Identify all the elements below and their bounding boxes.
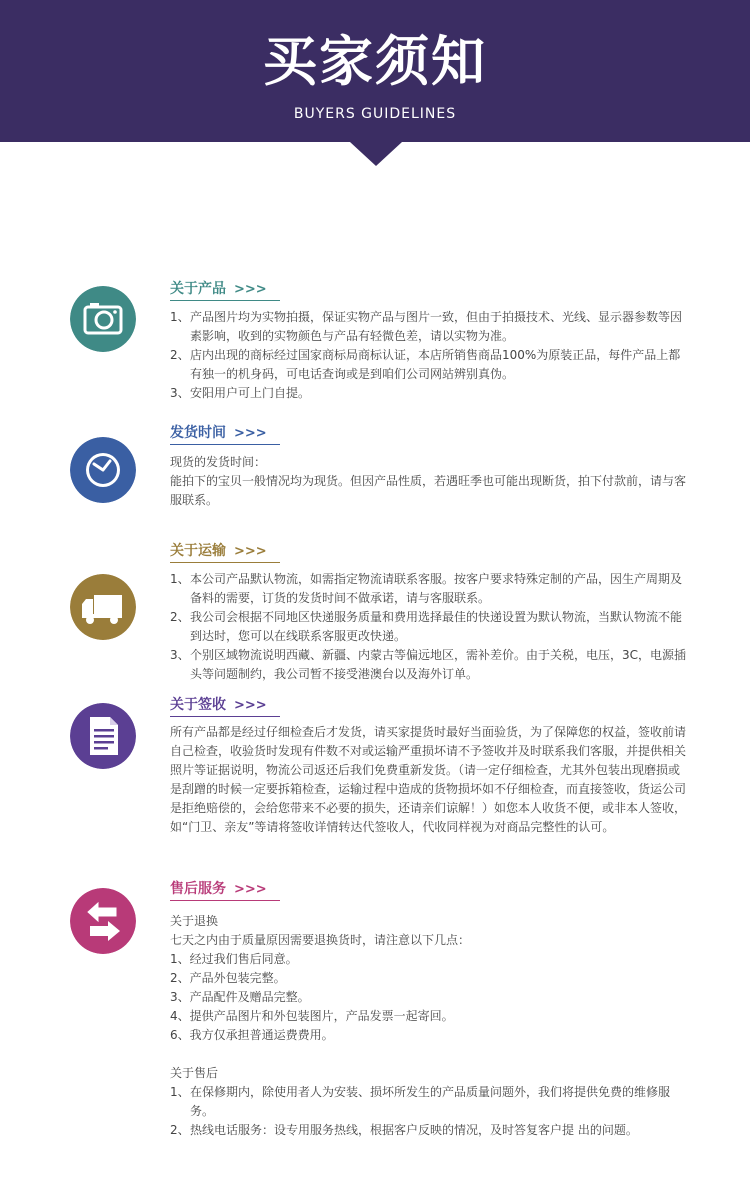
- list-item: [170, 1026, 690, 1045]
- heading-arrows: >>>: [234, 882, 267, 897]
- heading-text: 售后服务: [170, 881, 226, 897]
- heading-text: 关于签收: [170, 697, 226, 713]
- item-number: 2、: [170, 1123, 190, 1137]
- list-item: [170, 969, 690, 988]
- heading-divider: [170, 444, 280, 445]
- heading-divider: [170, 716, 280, 717]
- item-number: 2、: [170, 348, 190, 362]
- subheading-after-sales: 关于售后: [170, 1066, 219, 1080]
- item-text: 热线电话服务：设专用服务热线，根据客户反映的情况，及时答复客户提 出的问题。: [190, 1123, 638, 1137]
- spacer: [170, 1045, 690, 1064]
- list-item: [170, 384, 690, 403]
- heading-divider: [170, 900, 280, 901]
- item-text: 安阳用户可上门自提。: [190, 386, 311, 400]
- header-banner: [0, 0, 750, 142]
- heading-text: 发货时间: [170, 425, 226, 441]
- heading-arrows: >>>: [234, 698, 267, 713]
- item-number: 1、: [170, 572, 190, 586]
- item-text: 在保修期内，除使用者人为安装、损坏所发生的产品质量问题外，我们将提供免费的维修服务。: [190, 1085, 671, 1118]
- heading-text: 关于产品: [170, 281, 226, 297]
- list-item: [170, 608, 690, 646]
- clock-icon: [70, 437, 136, 503]
- section-body: [170, 912, 690, 1140]
- item-number: 6、: [170, 1028, 190, 1042]
- exchange-arrows-icon: [70, 888, 136, 954]
- item-text: 我方仅承担普通运费费用。: [189, 1028, 334, 1042]
- paragraph: 所有产品都是经过仔细检查后才发货，请买家提货时最好当面验货，为了保障您的权益，签收前请自己检查，收验货时发现有件数不对或运输严重损坏请不予签收并及时联系我们客服，并提供相关照片等证据说明，物流公司返还后我们免费重新发货。（请一定仔细检查，尤其外包装出现磨损或是刮蹭的时候一定要拆箱检查，运输过程中造成的货物损坏如不仔细检查，而直接签收，货运公司是拒绝赔偿的，会给您带来不必要的损失，还请亲们谅解！）如您本人收货不便，或非本人签收，如“门卫、亲友”等请将签收详情转达代签收人，代收同样视为对商品完整性的认可。: [170, 725, 687, 834]
- item-text: 提供产品图片和外包装图片，产品发票一起寄回。: [189, 1009, 454, 1023]
- section-heading: [170, 880, 267, 899]
- item-number: 3、: [170, 386, 190, 400]
- subheading-returns: 关于退换: [170, 914, 219, 928]
- item-text: 店内出现的商标经过国家商标局商标认证，本店所销售商品100%为原装正品，每件产品上都有独一的机身码，可电话查询或是到咱们公司网站辨别真伪。: [190, 348, 681, 381]
- item-text: 产品配件及赠品完整。: [189, 990, 310, 1004]
- list-item: [170, 1007, 690, 1026]
- list-item: [170, 308, 690, 346]
- item-text: 本公司产品默认物流，如需指定物流请联系客服。按客户要求特殊定制的产品，因生产周期及备料的需要，订货的发货时间不做承诺，请与客服联系。: [190, 572, 683, 605]
- item-number: 3、: [170, 990, 190, 1004]
- item-text: 个别区域物流说明西藏、新疆、内蒙古等偏远地区，需补差价。由于关税，电压，3C，电源插头等问题制约，我公司暂不接受港澳台以及海外订单。: [190, 648, 687, 681]
- item-text: 我公司会根据不同地区快递服务质量和费用选择最佳的快递设置为默认物流，当默认物流不能到达时，您可以在线联系客服更改快递。: [190, 610, 683, 643]
- item-text: 产品外包装完整。: [189, 971, 286, 985]
- item-number: 2、: [170, 610, 190, 624]
- list-item: [170, 1083, 690, 1121]
- list-item: [170, 950, 690, 969]
- section-body: [170, 453, 690, 510]
- item-number: 1、: [170, 1085, 190, 1099]
- list-item: [170, 988, 690, 1007]
- section-body: [170, 570, 690, 684]
- truck-icon: [70, 574, 136, 640]
- page-subtitle: BUYERS GUIDELINES: [293, 106, 457, 122]
- item-number: 3、: [170, 648, 190, 662]
- item-number: 2、: [170, 971, 190, 985]
- section-body: [170, 723, 690, 837]
- list-item: [170, 1121, 690, 1140]
- heading-divider: [170, 562, 280, 563]
- heading-arrows: >>>: [234, 282, 267, 297]
- section-heading: [170, 424, 267, 443]
- returns-intro: 七天之内由于质量原因需要退换货时，请注意以下几点：: [170, 933, 471, 947]
- page-title: 买家须知: [263, 30, 487, 93]
- section-body: [170, 308, 690, 403]
- banner-notch: [350, 142, 402, 166]
- item-number: 4、: [170, 1009, 190, 1023]
- paragraph-line: 能拍下的宝贝一般情况均为现货。但因产品性质，若遇旺季也可能出现断货，拍下付款前，请与客服联系。: [170, 474, 687, 507]
- document-icon: [70, 703, 136, 769]
- list-item: [170, 570, 690, 608]
- paragraph-line: 现货的发货时间：: [170, 455, 267, 469]
- heading-divider: [170, 300, 280, 301]
- item-text: 产品图片均为实物拍摄，保证实物产品与图片一致，但由于拍摄技术、光线、显示器参数等因素影响，收到的实物颜色与产品有轻微色差，请以实物为准。: [190, 310, 683, 343]
- item-text: 经过我们售后同意。: [189, 952, 298, 966]
- list-item: [170, 646, 690, 684]
- item-number: 1、: [170, 952, 190, 966]
- heading-arrows: >>>: [234, 544, 267, 559]
- camera-icon: [70, 286, 136, 352]
- section-heading: [170, 696, 267, 715]
- heading-arrows: >>>: [234, 426, 267, 441]
- list-item: [170, 346, 690, 384]
- heading-text: 关于运输: [170, 543, 226, 559]
- section-heading: [170, 542, 267, 561]
- section-heading: [170, 280, 267, 299]
- item-number: 1、: [170, 310, 190, 324]
